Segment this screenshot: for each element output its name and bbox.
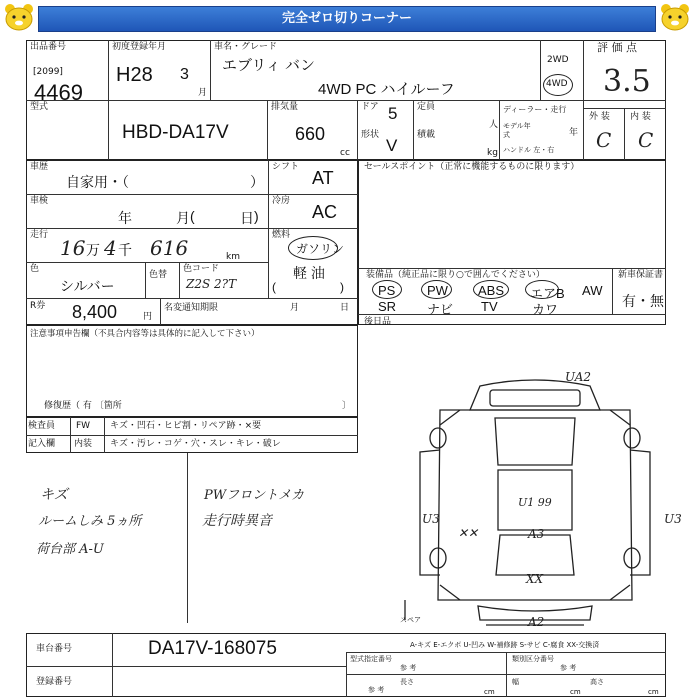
cabin-items: キズ・汚レ・コゲ・穴・スレ・キレ・破レ (110, 439, 281, 449)
person-unit: 人 (489, 120, 499, 130)
eval-label: 評 価 点 (597, 41, 637, 54)
mascot-right-icon (658, 2, 692, 32)
guarantee-value: 有・無 (622, 293, 664, 309)
shift-value: AT (312, 168, 334, 188)
note-1: キズ (40, 487, 68, 503)
history-value: 自家用・（ (66, 174, 129, 190)
exterior-label: 外 装 (589, 112, 610, 122)
yen-unit: 円 (143, 312, 153, 322)
model-year-label: モデル年式 (503, 122, 531, 139)
doors: 5 (388, 104, 398, 123)
guarantee-label: 新車保証書 (618, 270, 664, 280)
inspection-paren-open: ( (190, 208, 195, 224)
reference-label-2: 参 考 (560, 664, 577, 672)
handle-label: ハンドル 左・右 (503, 146, 555, 154)
mileage-rest: 616 (150, 236, 189, 260)
sales-block (358, 160, 666, 325)
height-cm: cm (648, 688, 659, 696)
shape: V (386, 136, 398, 155)
map-u3-left: U3 (422, 512, 440, 526)
kg-unit: kg (487, 148, 498, 158)
note-5: 走行時異音 (202, 513, 272, 529)
map-xx: XX (526, 572, 544, 586)
inspection-month-unit: 月 (176, 210, 190, 226)
lot-bracket: [2099] (33, 67, 63, 77)
banner-title: 完全ゼロ切りコーナー (38, 6, 656, 32)
color-value: シルバー (60, 278, 115, 294)
equip-abs: ABS (478, 283, 505, 298)
length-cm: cm (484, 688, 495, 696)
dealer-label: ディーラー・走行 (503, 105, 567, 114)
recycle-value: 8,400 (72, 302, 118, 322)
name-transfer-label: 名変通知期限 (164, 303, 219, 313)
equip-ps: PS (378, 283, 396, 298)
width-label: 幅 (512, 678, 519, 686)
fuel-diesel: 軽 油 (293, 265, 325, 281)
chassis-no: DA17V-168075 (148, 638, 277, 659)
shift-label: シフト (272, 162, 300, 172)
model-code: HBD-DA17V (122, 122, 229, 143)
ac-value: AC (312, 202, 338, 222)
fuel-gas: ガソリン (296, 242, 345, 256)
map-u1: U1 99 (518, 496, 552, 509)
length-label: 長さ (400, 678, 414, 686)
lot-number: 4469 (34, 80, 83, 105)
map-a3: A3 (528, 527, 545, 541)
color-code: Z2S 2?T (186, 277, 237, 291)
note-4: PWフロントメカ (204, 488, 304, 503)
inspection-day-unit: 日 (240, 210, 254, 226)
era-year: H28 (116, 64, 153, 86)
equip-navi: ナビ (427, 302, 454, 317)
sen-unit: 千 (118, 242, 132, 258)
year-mark: 年 (569, 128, 579, 138)
model-grade-label: 車名・グレード (214, 42, 278, 52)
model-code-label: 型式 (30, 102, 49, 112)
note-3: 荷台部 A-U (36, 542, 104, 557)
displacement-label: 排気量 (271, 102, 299, 112)
legend: A-キズ E-エクボ U-凹み W-補修跡 S-サビ C-腐食 XX-交換済 (410, 641, 600, 649)
equip-airbag: エアB (530, 286, 565, 301)
lot-no-label: 出品番号 (30, 42, 67, 52)
reference-label-1: 参 考 (400, 664, 417, 672)
cc-unit: cc (340, 148, 350, 158)
payload-label: 積載 (417, 130, 436, 140)
rear-label: 後日品 (364, 317, 392, 327)
inspector-label: 検査員 (28, 421, 56, 431)
circle-abs (473, 280, 509, 299)
repair-label: 修復歴（ 有 〔箇所 (44, 401, 122, 411)
interior-grade: C (638, 128, 654, 152)
map-ua2: UA2 (565, 370, 592, 384)
equip-sr: SR (378, 299, 397, 314)
inspection-label: 車検 (30, 196, 49, 206)
inspection-paren-close: ) (254, 208, 259, 224)
note-2: ルームしみ 5ヵ所 (38, 514, 142, 529)
color-change-label: 色替 (149, 270, 168, 280)
map-u3-right: U3 (664, 512, 682, 526)
circle-airbag (525, 280, 559, 299)
width-cm: cm (570, 688, 581, 696)
equipment-label: 装備品（純正品に限り○で囲んでください） (366, 270, 545, 280)
equip-pw: PW (427, 283, 448, 298)
drive-4wd: 4WD (546, 79, 568, 89)
displacement: 660 (295, 124, 326, 144)
shape-label: 形状 (361, 130, 380, 140)
equip-tv: TV (481, 299, 498, 314)
repair-close: 〕 (342, 401, 352, 411)
notes-label: 注意事項申告欄（不具合内容等は具体的に記入して下さい） (30, 329, 260, 339)
reg-month: 3 (180, 66, 189, 83)
interior-label: 内 装 (630, 112, 651, 122)
entry-label: 記入欄 (28, 439, 56, 449)
map-x: ✕✕ (458, 526, 479, 540)
exterior-grade: C (596, 128, 612, 152)
reference-label-3: 参 考 (368, 686, 385, 694)
equip-aw: AW (582, 283, 603, 298)
ac-label: 冷房 (272, 196, 291, 206)
fuel-paren-open: ( (272, 280, 276, 294)
mileage-sen: 4 (104, 236, 117, 260)
capacity-label: 定員 (417, 102, 436, 112)
mileage-man: 16 (60, 236, 86, 260)
man-unit: 万 (86, 242, 100, 258)
fuel-paren-close: ) (340, 280, 344, 294)
cabin-label: 内装 (74, 439, 93, 449)
mileage-label: 走行 (30, 230, 49, 240)
mascot-left-icon (2, 2, 36, 32)
spare-label: スペア (400, 616, 421, 624)
color-label: 色 (30, 264, 40, 274)
km-unit: km (226, 252, 240, 262)
chassis-label: 車台番号 (36, 644, 73, 654)
category-no-label: 類別区分番号 (512, 655, 554, 663)
first-reg-label: 初度登録年月 (112, 42, 167, 52)
height-label: 高さ (590, 678, 604, 686)
recycle-label: R券 (30, 301, 46, 311)
eval-score: 3.5 (603, 64, 651, 99)
type-designation-label: 型式指定番号 (350, 655, 392, 663)
equip-leather: カワ (532, 302, 559, 317)
transfer-day: 日 (340, 303, 350, 313)
fw-items: キズ・凹石・ヒビ割・リペア跡・×要 (110, 421, 262, 431)
fw-label: FW (76, 421, 91, 431)
doors-label: ドア (361, 102, 379, 112)
history-label: 車歴 (30, 162, 49, 172)
reg-no-label: 登録番号 (36, 677, 73, 687)
circle-pw (421, 280, 452, 299)
inspection-year-unit: 年 (118, 210, 132, 226)
color-code-label: 色コード (183, 264, 220, 274)
car-name: エブリィ バン (222, 57, 315, 74)
history-close: ） (250, 174, 264, 190)
car-grade: 4WD PC ハイルーフ (318, 81, 455, 98)
drive-2wd: 2WD (547, 55, 569, 65)
fuel-label: 燃料 (272, 230, 291, 240)
reg-month-unit: 月 (198, 88, 208, 98)
sales-point-label: セールスポイント（正常に機能するものに限ります） (364, 162, 580, 172)
transfer-month: 月 (290, 303, 300, 313)
circle-ps (372, 280, 402, 299)
map-a2: A2 (528, 615, 545, 629)
